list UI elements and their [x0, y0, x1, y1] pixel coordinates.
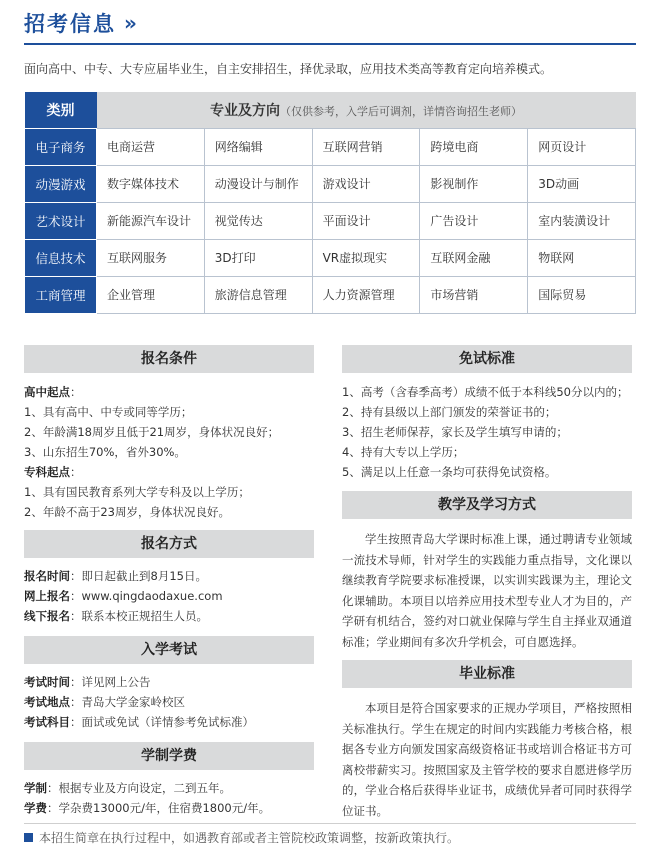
registration-body	[24, 373, 314, 522]
method-row	[24, 606, 314, 626]
colon-text: ：	[70, 465, 82, 479]
major-header	[97, 92, 636, 128]
major-cell: 国际贸易	[528, 276, 636, 313]
fees-row	[24, 778, 314, 798]
exam-row	[24, 672, 314, 692]
footer-text: 本招生简章在执行过程中，如遇教育部或者主管院校政策调整，按新政策执行。	[39, 831, 460, 845]
major-cell: 跨境电商	[420, 128, 528, 165]
high-school-label: 高中起点	[24, 385, 70, 399]
major-cell: 互联网金融	[420, 239, 528, 276]
list-item: 3、山东招生70%，省外30%。	[24, 445, 186, 459]
category-cell: 信息技术	[25, 239, 97, 276]
list-item: 1、具有高中、中专或同等学历；	[24, 405, 193, 419]
major-cell: 新能源汽车设计	[97, 202, 205, 239]
category-header: 类别	[25, 92, 97, 128]
fees-value: ：学杂费13000元/年，住宿费1800元/年。	[47, 801, 271, 815]
method-value: ：即日起截止到8月15日。	[70, 569, 207, 583]
category-cell: 艺术设计	[25, 202, 97, 239]
major-cell: VR虚拟现实	[312, 239, 420, 276]
right-column	[342, 345, 632, 821]
list-item: 5、满足以上任意一条均可获得免试资格。	[342, 465, 557, 479]
major-cell: 3D打印	[204, 239, 312, 276]
table-row	[25, 128, 636, 165]
footer-note	[24, 829, 459, 846]
major-cell: 平面设计	[312, 202, 420, 239]
method-header: 报名方式	[24, 530, 314, 558]
exemption-body	[342, 373, 632, 482]
category-cell: 工商管理	[25, 276, 97, 313]
table-row	[25, 239, 636, 276]
method-label: 网上报名	[24, 589, 70, 603]
major-cell: 数字媒体技术	[97, 165, 205, 202]
exam-header: 入学考试	[24, 636, 314, 664]
major-cell: 影视制作	[420, 165, 528, 202]
method-label: 报名时间	[24, 569, 70, 583]
exam-label: 考试地点	[24, 695, 70, 709]
graduation-header: 毕业标准	[342, 660, 632, 688]
major-cell: 游戏设计	[312, 165, 420, 202]
major-cell: 企业管理	[97, 276, 205, 313]
method-body	[24, 558, 314, 626]
major-cell: 广告设计	[420, 202, 528, 239]
table-row	[25, 202, 636, 239]
method-row	[24, 566, 314, 586]
fees-header: 学制学费	[24, 742, 314, 770]
major-cell: 3D动画	[528, 165, 636, 202]
major-cell: 视觉传达	[204, 202, 312, 239]
major-cell: 互联网营销	[312, 128, 420, 165]
list-item: 1、高考（含春季高考）成绩不低于本科线50分以内的；	[342, 385, 629, 399]
title-divider	[24, 43, 636, 45]
major-cell: 市场营销	[420, 276, 528, 313]
major-cell: 网络编辑	[204, 128, 312, 165]
exam-body	[24, 664, 314, 732]
registration-header: 报名条件	[24, 345, 314, 373]
fees-row	[24, 798, 314, 818]
left-column	[24, 345, 314, 818]
list-item: 1、具有国民教育系列大学专科及以上学历；	[24, 485, 250, 499]
exam-value: ：面试或免试（详情参考免试标准）	[70, 715, 254, 729]
method-value: ：www.qingdaodaxue.com	[70, 589, 223, 603]
exam-row	[24, 712, 314, 732]
fees-body	[24, 770, 314, 818]
category-cell: 动漫游戏	[25, 165, 97, 202]
footer-divider	[24, 823, 636, 824]
exam-label: 考试时间	[24, 675, 70, 689]
majors-table	[24, 92, 636, 314]
page-title-text: 招考信息	[24, 12, 116, 36]
list-item: 2、持有县级以上部门颁发的荣誉证书的；	[342, 405, 557, 419]
list-item: 2、年龄满18周岁且低于21周岁，身体状况良好；	[24, 425, 280, 439]
exam-value: ：详见网上公告	[70, 675, 151, 689]
major-cell: 电商运营	[97, 128, 205, 165]
fees-value: ：根据专业及方向设定，二到五年。	[47, 781, 231, 795]
fees-label: 学费	[24, 801, 47, 815]
list-item: 3、招生老师保荐，家长及学生填写申请的；	[342, 425, 568, 439]
method-row	[24, 586, 314, 606]
major-cell: 动漫设计与制作	[204, 165, 312, 202]
major-header-note: （仅供参考，入学后可调剂，详情咨询招生老师）	[280, 104, 522, 118]
exam-label: 考试科目	[24, 715, 70, 729]
method-label: 线下报名	[24, 609, 70, 623]
teaching-text: 学生按照青岛大学课时标准上课，通过聘请专业领域一流技术导师，针对学生的实践能力重点指导，文化课以继续教育学院要求标准授课，以实训实践课为主，理论文化课辅助。本项目以培养应用技术型专业人才为目的，产学研有机结合，签约对口就业保障与学生自主择业双通道标准；学业期间有多次升学机会，可自愿选择。	[342, 532, 632, 649]
square-bullet-icon	[24, 833, 33, 842]
graduation-text: 本项目是符合国家要求的正规办学项目，严格按照相关标准执行。学生在规定的时间内实践能力考核合格，根据各专业方向颁发国家高级资格证书或培训合格证书方可离校带薪实习。按照国家及主管学校的要求自愿进修学历的，学业合格后获得毕业证书，成绩优异者可同时获得学位证书。	[342, 701, 632, 818]
major-cell: 旅游信息管理	[204, 276, 312, 313]
major-cell: 网页设计	[528, 128, 636, 165]
category-cell: 电子商务	[25, 128, 97, 165]
table-row	[25, 165, 636, 202]
major-cell: 互联网服务	[97, 239, 205, 276]
exemption-header: 免试标准	[342, 345, 632, 373]
major-header-label: 专业及方向	[210, 102, 280, 119]
table-row	[25, 276, 636, 313]
exam-row	[24, 692, 314, 712]
exam-value: ：青岛大学金家岭校区	[70, 695, 185, 709]
intro-text: 面向高中、中专、大专应届毕业生，自主安排招生，择优录取，应用技术类高等教育定向培养模式。	[24, 62, 553, 76]
double-chevron-icon: »	[124, 11, 133, 35]
college-label: 专科起点	[24, 465, 70, 479]
major-cell: 人力资源管理	[312, 276, 420, 313]
page-title	[24, 6, 133, 40]
major-cell: 室内装潢设计	[528, 202, 636, 239]
major-cell: 物联网	[528, 239, 636, 276]
colon-text: ：	[70, 385, 82, 399]
fees-label: 学制	[24, 781, 47, 795]
list-item: 2、年龄不高于23周岁，身体状况良好。	[24, 505, 230, 519]
list-item: 4、持有大专以上学历；	[342, 445, 465, 459]
method-value: ：联系本校正规招生人员。	[70, 609, 208, 623]
majors-table-header	[25, 92, 636, 128]
teaching-header: 教学及学习方式	[342, 491, 632, 519]
